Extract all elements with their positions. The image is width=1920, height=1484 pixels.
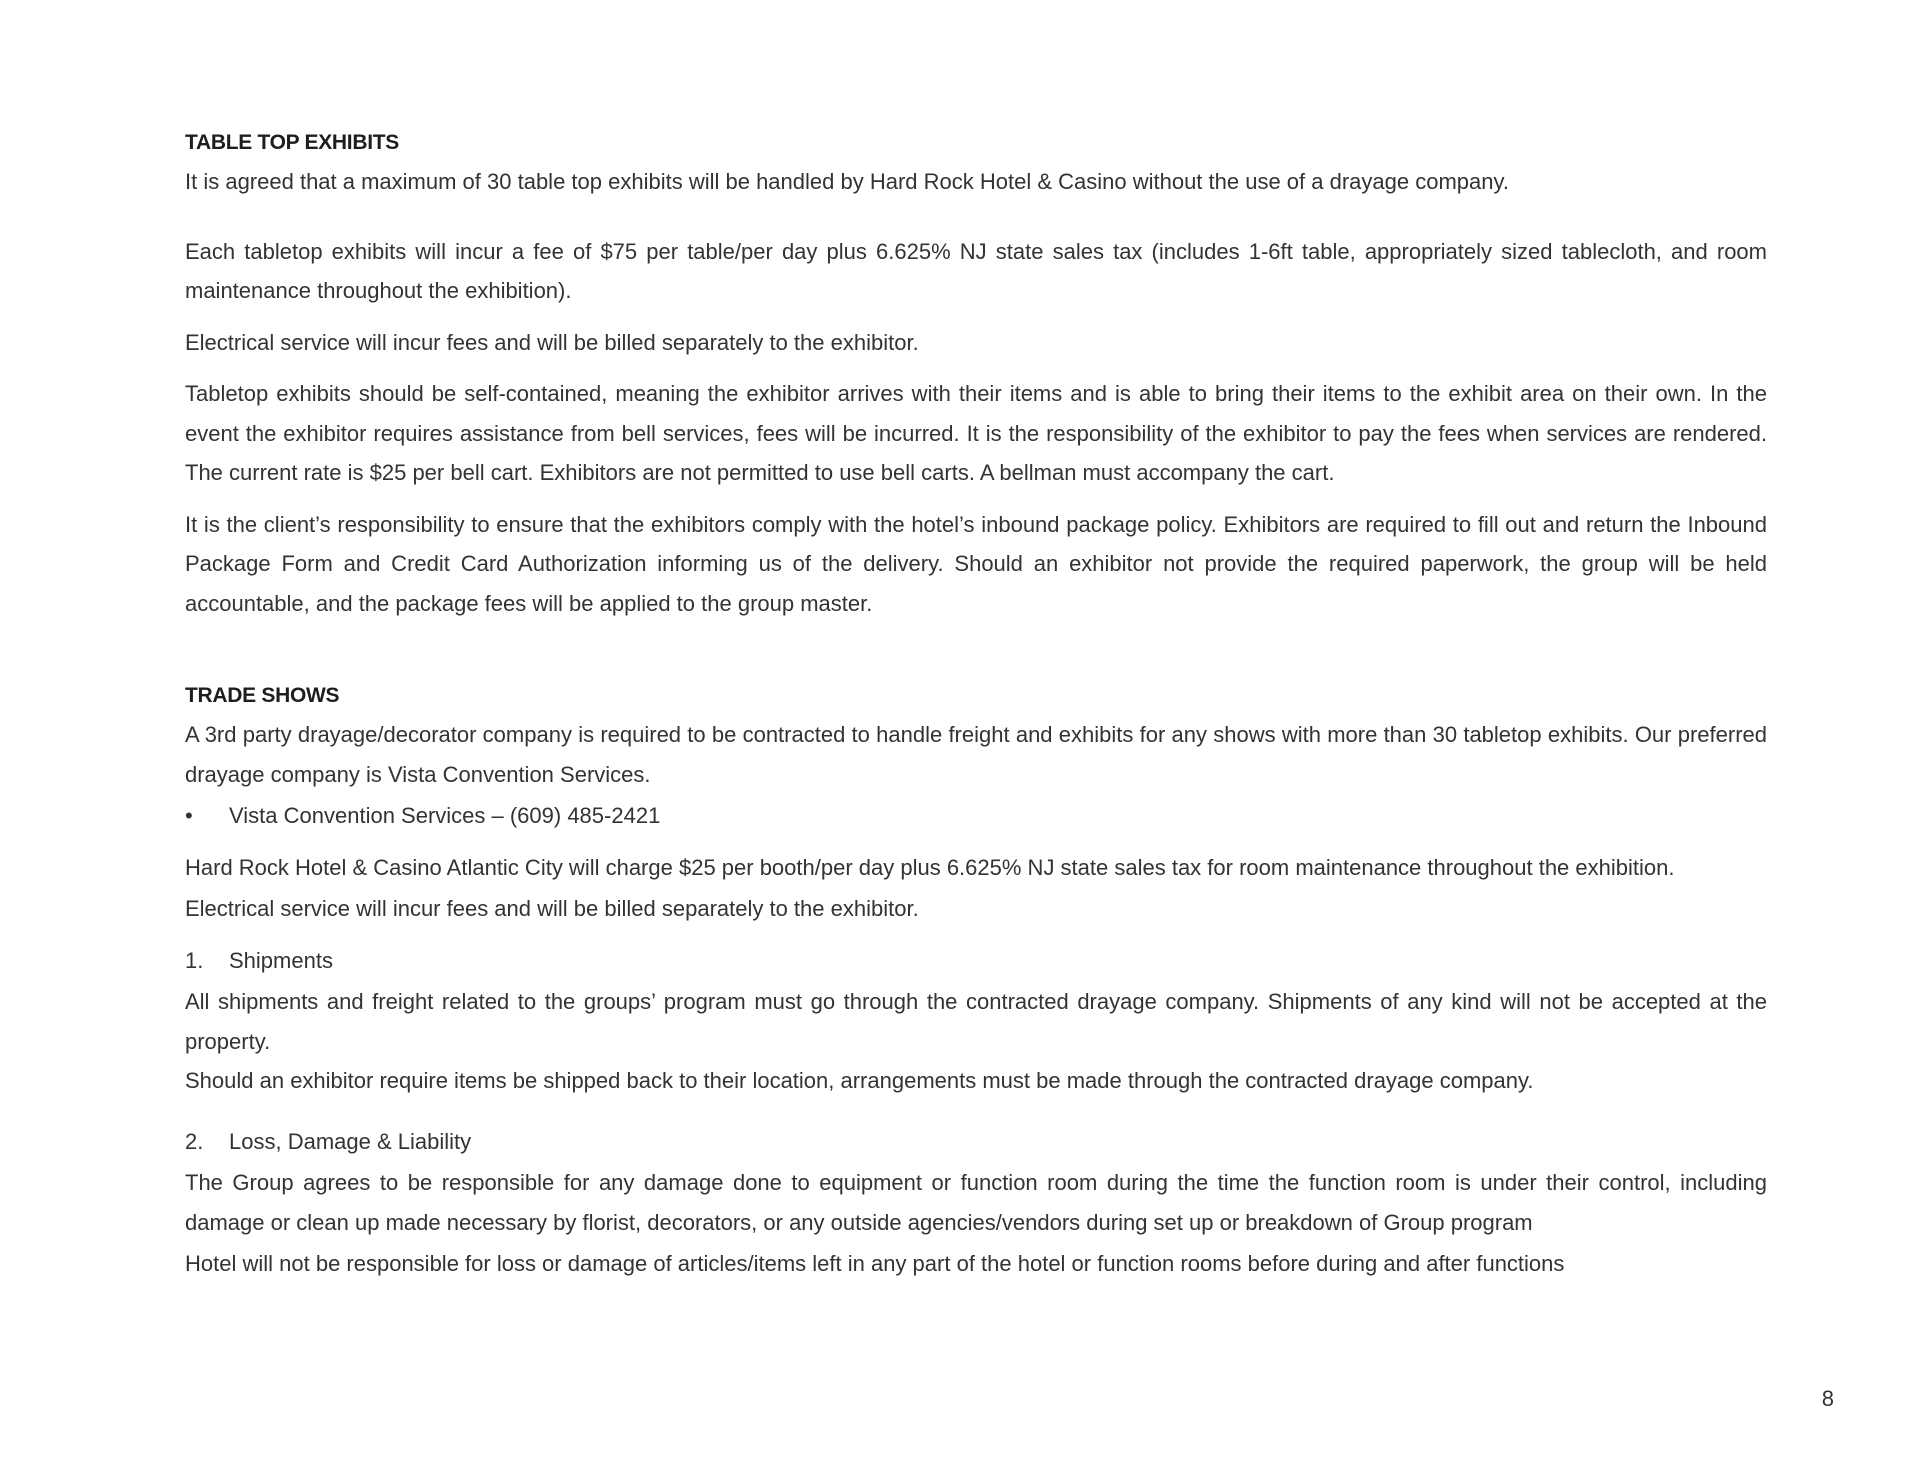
paragraph: The Group agrees to be responsible for any damage done to equipment or function room during the time the function room is under their control, including damage or clean up made necessary by florist, decorators, or any outside agencies/vendors during set up or breakdown of Group program	[185, 1170, 1767, 1235]
table-top-exhibits-section	[185, 130, 1767, 623]
paragraph: All shipments and freight related to the groups’ program must go through the contracted drayage company. Shipments of any kind will not be accepted at the property.	[185, 989, 1767, 1054]
section-heading-trade-shows: TRADE SHOWS	[185, 684, 340, 707]
item-number: 2.	[185, 1128, 204, 1154]
item-title: Shipments	[229, 947, 333, 973]
list-item-text: Vista Convention Services – (609) 485-2421	[229, 803, 661, 828]
numbered-item-shipments	[185, 941, 1767, 981]
page-number: 8	[1821, 1386, 1834, 1411]
list-item	[185, 796, 1767, 836]
paragraph: Tabletop exhibits should be self-contained, meaning the exhibitor arrives with their items and is able to bring their items to the exhibit area on their own. In the event the exhibitor requires assistance from bell services, fees will be incurred. It is the responsibility of the exhibitor to pay the fees when services are rendered. The current rate is $25 per bell cart. Exhibitors are not permitted to use bell carts. A bellman must accompany the cart.	[185, 381, 1767, 485]
numbered-item-loss-damage-liability	[185, 1122, 1767, 1162]
paragraph: It is agreed that a maximum of 30 table top exhibits will be handled by Hard Rock Hotel & Casino without the use of a drayage company.	[185, 169, 1509, 194]
document-page	[185, 130, 1767, 1284]
paragraph: It is the client’s responsibility to ensure that the exhibitors comply with the hotel’s inbound package policy. Exhibitors are required to fill out and return the Inbound Package Form and Credit Card Authorization informing us of the delivery. Should an exhibitor not provide the required paperwork, the group will be held accountable, and the package fees will be applied to the group master.	[185, 511, 1767, 616]
paragraph: Electrical service will incur fees and will be billed separately to the exhibitor.	[185, 896, 919, 921]
paragraph: Each tabletop exhibits will incur a fee of $75 per table/per day plus 6.625% NJ state sales tax (includes 1-6ft table, appropriately sized tablecloth, and room maintenance throughout the exhibition).	[185, 238, 1767, 303]
paragraph: Hard Rock Hotel & Casino Atlantic City will charge $25 per booth/per day plus 6.625% NJ state sales tax for room maintenance throughout the exhibition.	[185, 854, 1675, 880]
section-heading-table-top-exhibits: TABLE TOP EXHIBITS	[185, 131, 399, 154]
paragraph: Electrical service will incur fees and will be billed separately to the exhibitor.	[185, 329, 919, 355]
trade-shows-section	[185, 683, 1767, 1284]
paragraph: Should an exhibitor require items be shipped back to their location, arrangements must be made through the contracted drayage company.	[185, 1068, 1534, 1093]
item-number: 1.	[185, 947, 204, 973]
item-title: Loss, Damage & Liability	[229, 1128, 472, 1154]
paragraph: A 3rd party drayage/decorator company is required to be contracted to handle freight and exhibits for any shows with more than 30 tabletop exhibits. Our preferred drayage company is Vista Convention Services.	[185, 722, 1767, 787]
paragraph: Hotel will not be responsible for loss or damage of articles/items left in any part of the hotel or function rooms before during and after functions	[185, 1251, 1565, 1276]
bullet-icon: •	[185, 803, 193, 828]
